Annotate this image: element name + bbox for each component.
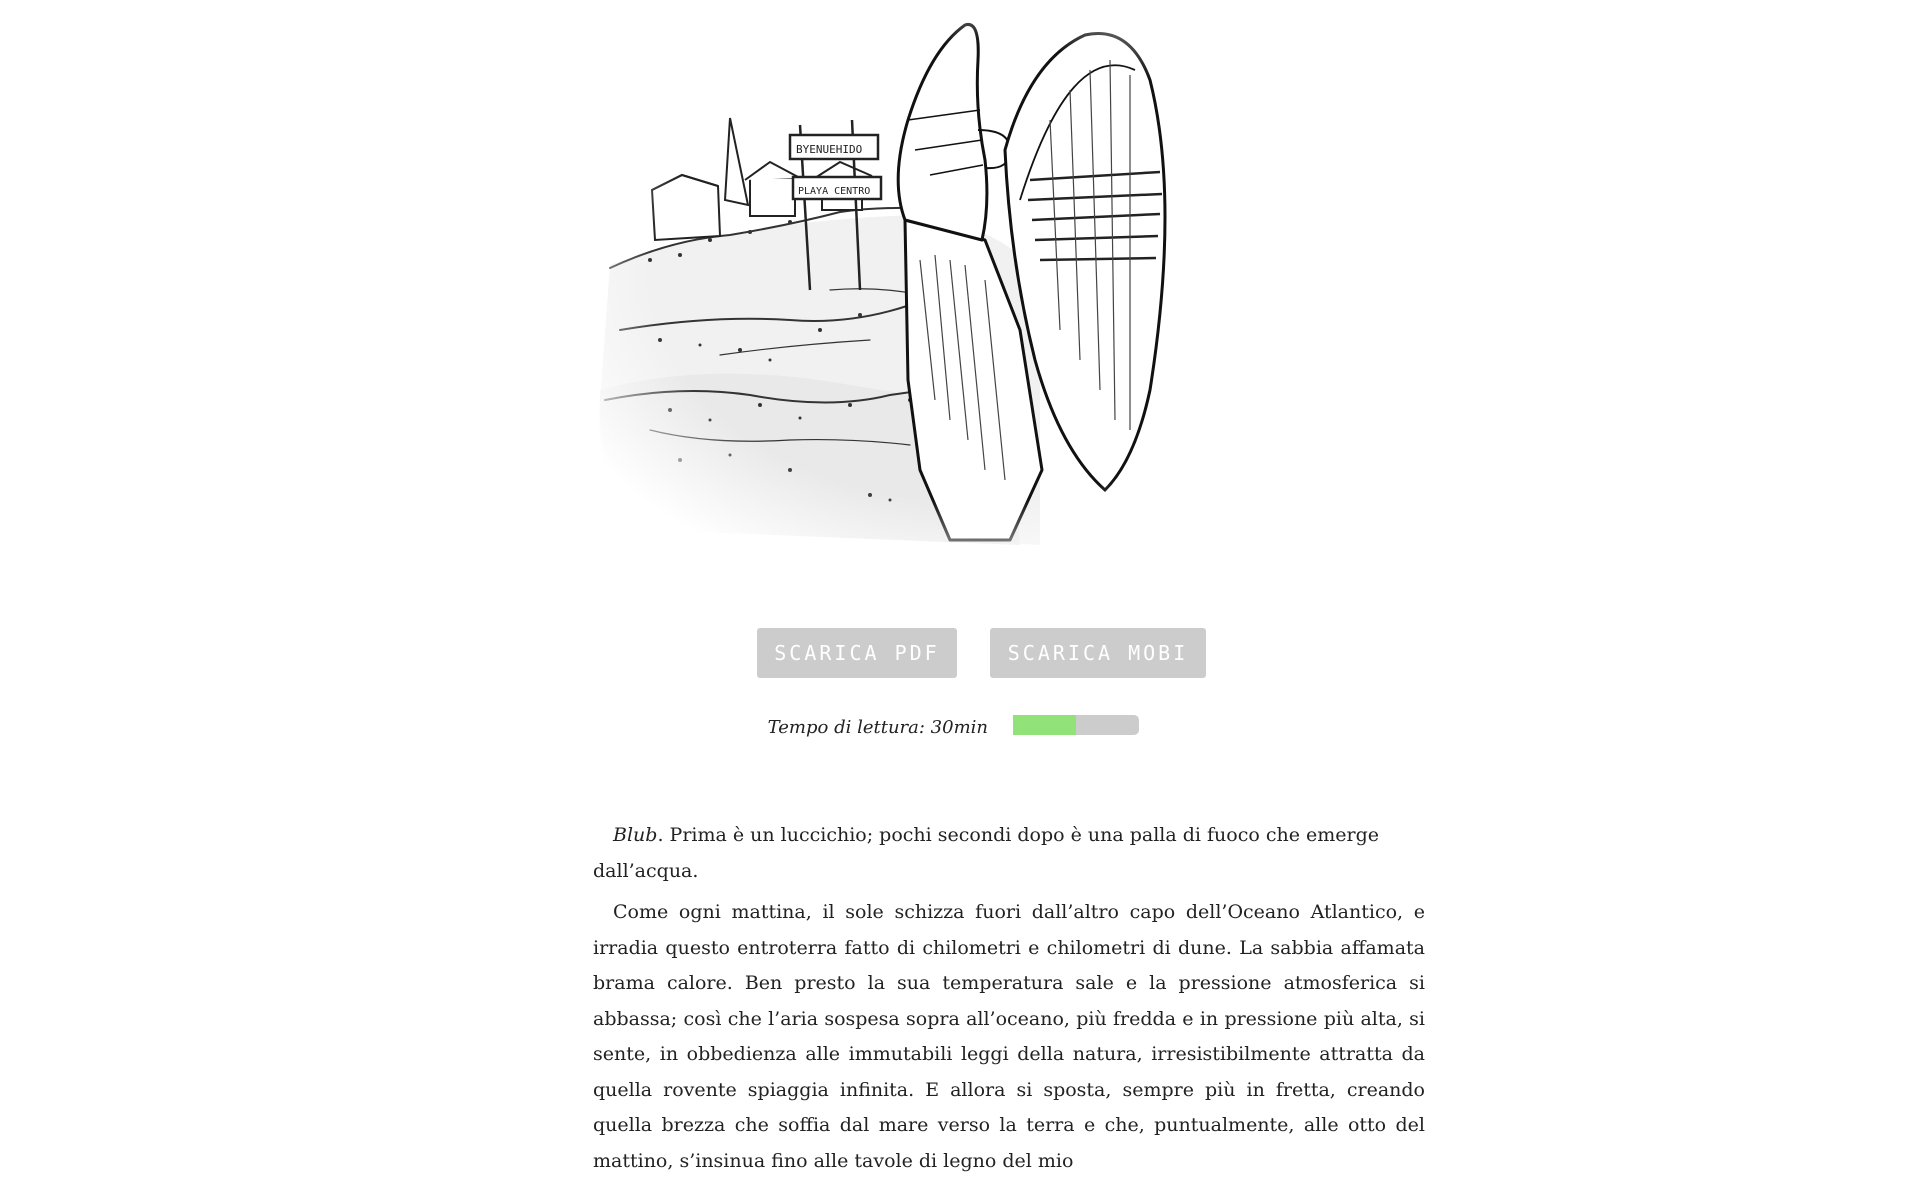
reading-progress-bar [1013,715,1139,735]
article-body [593,818,1425,1185]
reading-progress-fill [1013,715,1076,735]
beach-sketch-drawing [590,0,1360,545]
article-intro-italic: Blub [613,824,658,846]
article-paragraph: Come ogni mattina, il sole schizza fuori dall’altro capo dell’Oceano Atlantico, e irradia questo entroterra fatto di chilometri e chilometri di dune. La sabbia affamata brama calore. Ben presto la sua temperatura sale e la pressione atmosferica si abbassa; così che l’aria sospesa sopra all’oceano, più fredda e in pressione più alta, si sente, in obbedienza alle immutabili leggi della natura, irresistibilmente attratta da quella rovente spiaggia infinita. E allora si sposta, sempre più in fretta, creando quella brezza che soffia dal mare verso la terra e che, puntualmente, alle otto del mattino, s’insinua fino alle tavole di legno del mio [593,901,1425,1172]
download-pdf-button[interactable]: SCARICA PDF [757,628,957,678]
reading-time-label: Tempo di lettura: 30min [767,717,988,738]
download-mobi-button[interactable]: SCARICA MOBI [990,628,1206,678]
hero-illustration [590,0,1360,545]
article-intro-text: . Prima è un luccichio; pochi secondi dopo è una palla di fuoco che emerge dall’acqua. [593,824,1379,882]
article-paragraph [593,818,1425,889]
